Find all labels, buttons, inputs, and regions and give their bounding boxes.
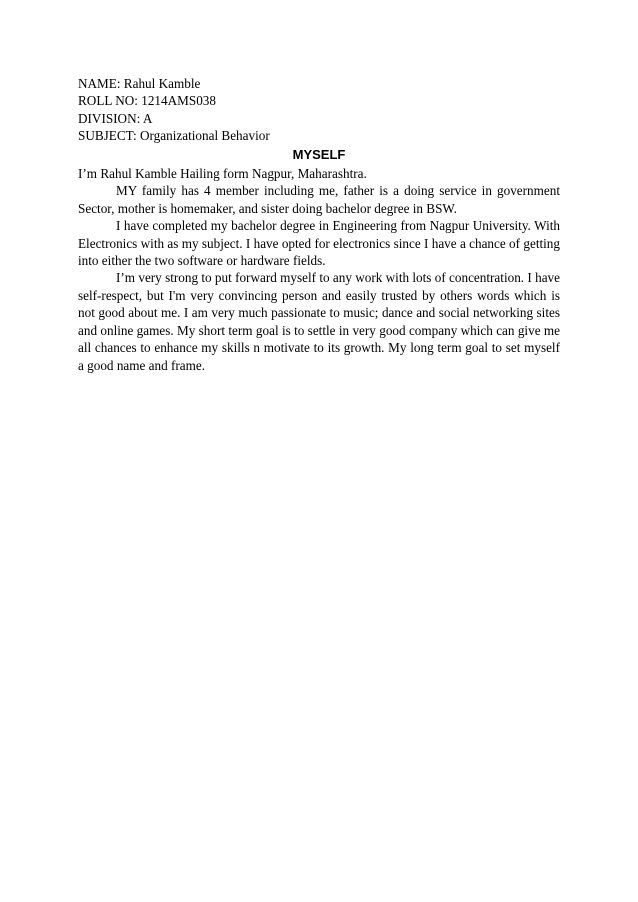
paragraph-family: MY family has 4 member including me, father is a doing service in government Sector, mother is homemaker, and sister doing bachelor degree in BSW. [78, 183, 560, 216]
name-field: NAME: Rahul Kamble [78, 76, 201, 91]
subject-field: SUBJECT: Organizational Behavior [78, 128, 270, 144]
paragraph-goals: I’m very strong to put forward myself to any work with lots of concentration. I have self-respect, but I'm very convincing person and easily trusted by others words which is not good about me. I am very much passionate to music; dance and social networking sites and online games. My short term goal is to settle in very good company which can give me all chances to enhance my skills n motivate to its growth. My long term goal to set myself a good name and frame. [78, 270, 560, 373]
intro-line: I’m Rahul Kamble Hailing form Nagpur, Maharashtra. [78, 166, 367, 182]
paragraph-education: I have completed my bachelor degree in Engineering from Nagpur University. With Electronics with as my subject. I have opted for electronics since I have a chance of getting into either the two software or hardware fields. [78, 218, 560, 269]
document-body [78, 75, 560, 374]
division-field: DIVISION: A [78, 110, 153, 126]
roll-no-field: ROLL NO: 1214AMS038 [78, 93, 216, 109]
document-title: MYSELF [292, 146, 346, 162]
